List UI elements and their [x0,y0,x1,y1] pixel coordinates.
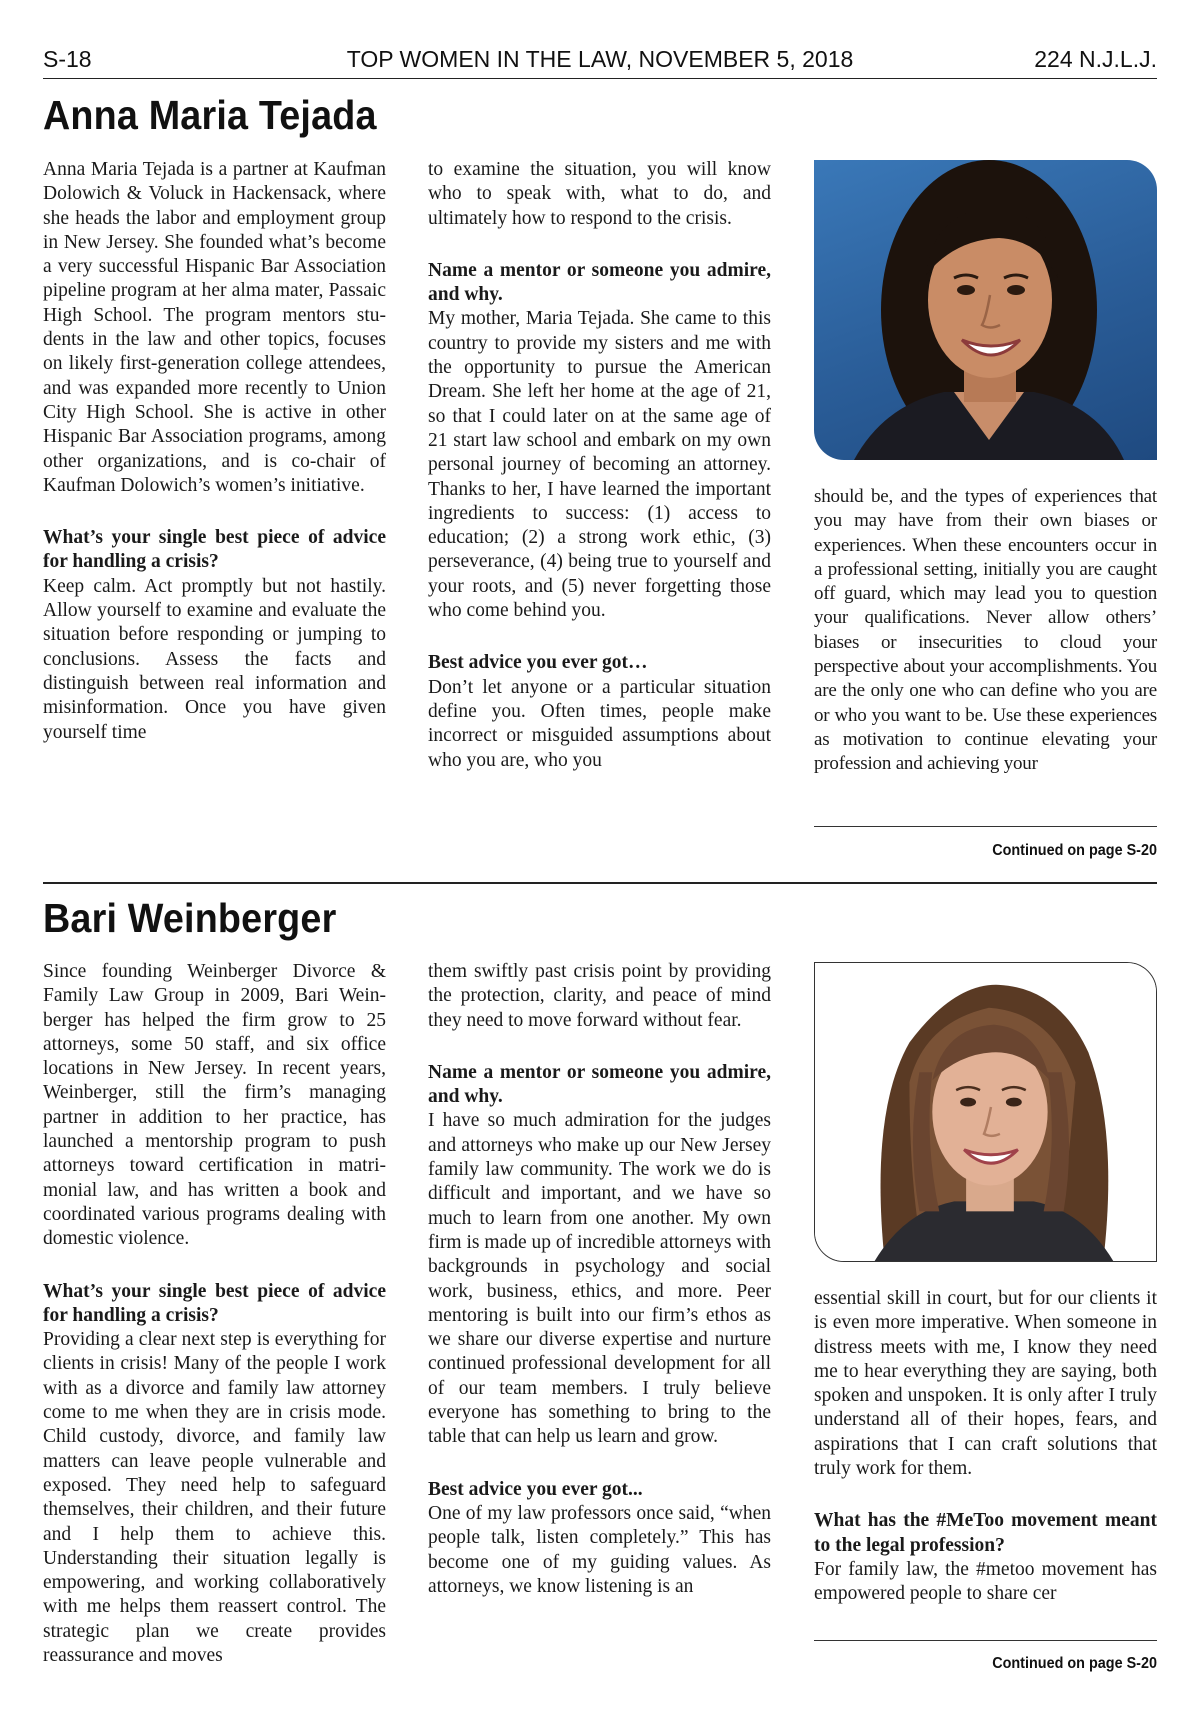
answer-text: For family law, the #metoo movement has empowered people to share cer [814,1558,1157,1605]
question-heading: What’s your single best piece of advice for handling a crisis? [43,1280,386,1326]
portrait-illustration [814,160,1157,460]
answer-text: Providing a clear next step is everything for clients in crisis! Many of the people I work with as a divorce and family law attorney come to me when they are in crisis mode. Child custody, divorce, and family law matters can leave people vulnerable and exposed. They need help to safeguard themselves, their children, and their future and I help them to achieve this. Understanding their situation legally is empowering, and working collaboratively with me helps them reassert control. The strategic plan we create provides reassurance and moves [43,1329,386,1667]
continued-notice: Continued on page S-20 [992,842,1157,859]
answer-text: essential skill in court, but for our clients it is even more imperative. When someone in distress meets with me, I know they need me to hear everything they are saying, both spoken and unspoken. It is only after I truly understand all of their hopes, fears, and aspirations that I can craft solutions that truly work for them. [814,1288,1157,1480]
profile-2-column-2 [428,960,771,1599]
question-heading: What’s your single best piece of advice for handling a crisis? [43,527,386,573]
answer-text: them swiftly past crisis point by providing the protection, clarity, and peace of mind they need to move forward without fear. [428,961,771,1031]
profile-name: Anna Maria Tejada [43,92,377,138]
profile-2-column-3 [814,1287,1157,1607]
portrait-photo [814,160,1157,460]
profile-1-column-2 [428,158,771,773]
question-heading: Best advice you ever got... [428,1478,643,1500]
column-rule [814,826,1157,827]
answer-text: My mother, Maria Tejada. She came to this country to provide my sisters and me with the opportunity to pursue the American Dream. She left her home at the age of 21, so that I could later on at the same age of 21 start law school and embark on my own personal journey of becoming an attorney. Thanks to her, I have learned the important ingredients to success: (1) access to education; (2) a strong work ethic, (3) perseverance, (4) being true to yourself and your roots, and (5) never forgetting those who come behind you. [428,308,771,622]
profile-name: Bari Weinberger [43,895,337,941]
continued-notice: Continued on page S-20 [992,1655,1157,1672]
page-number: S-18 [43,46,92,72]
question-heading: Name a mentor or someone you admire, and why. [428,259,771,306]
question-heading: Best advice you ever got… [428,652,648,674]
volume-label: 224 N.J.L.J. [1034,46,1157,72]
answer-text: Keep calm. Act promptly but not hastily. Allow yourself to examine and evaluate the situation before responding or jumping to conclusions. Assess the facts and distinguish between real information and misinformation. Once you have given yourself time [43,575,386,743]
answer-text: to examine the situation, you will know who to speak with, what to do, and ultimately how to respond to the crisis. [428,159,771,229]
answer-text: I have so much admiration for the judges and attorneys who make up our New Jersey family law community. The work we do is difficult and important, and we have so much to learn from one another. My own firm is made up of incredible attorneys with backgrounds in psychology and social work, business, ethics, and more. Peer mentoring is built into our firm’s ethos as we share our diverse expertise and nurture continued professional development for all of our team members. I truly believe everyone has something to bring to the table that can help us learn and grow. [428,1110,771,1448]
column-rule [814,1640,1157,1641]
profile-intro: Anna Maria Tejada is a partner at Kaufman Dolowich & Voluck in Hackensack, where she heads the labor and employment group in New Jersey. She founded what’s become a very successful Hispanic Bar Association pipeline program at her alma mater, Passaic High School. The program mentors students in the law and other topics, focuses on likely first-generation college attendees, and was expanded more recently to Union City High School. She is active in other Hispanic Bar Association programs, among other organizations, and is co-chair of Kaufman Dolowich’s women’s initiative. [43,159,386,496]
portrait-photo [814,962,1157,1262]
profile-1-column-3 [814,485,1157,777]
profile-intro: Since founding Weinberger Divorce & Family Law Group in 2009, Bari Weinberger has helped the firm grow to 25 attorneys, some 50 staff, and six office locations in New Jersey. In recent years, Weinberger, still the firm’s managing partner in addition to her practice, has launched a mentorship program to push attorneys toward certification in matrimonial law, and has written a book and coordinated various programs dealing with domestic violence. [43,961,386,1250]
profile-2-column-1 [43,960,386,1668]
answer-text: should be, and the types of experiences that you may have from their own biases or experiences. When these encounters occur in a professional setting, initially you are caught off guard, which may lead you to question your qualifications. Never allow others’ biases or insecurities to cloud your perspective about your accomplishments. You are the only one who can define who you are or who you want to be. Use these experiences as motivation to continue elevating your profession and achieving your [814,486,1157,775]
question-heading: Name a mentor or someone you admire, and why. [428,1061,771,1108]
running-header [43,44,1157,79]
portrait-illustration [815,963,1156,1261]
answer-text: Don’t let anyone or a particular situation define you. Often times, people make incorrect or misguided assumptions about who you are, who you [428,676,771,771]
answer-text: One of my law professors once said, “when people talk, listen completely.” This has become one of my guiding values. As attorneys, we know listening is an [428,1502,771,1597]
section-divider [43,882,1157,884]
question-heading: What has the #MeToo movement meant to the legal profession? [814,1510,1157,1556]
profile-1-column-1 [43,158,386,745]
publication-title: TOP WOMEN IN THE LAW, NOVEMBER 5, 2018 [346,46,854,72]
